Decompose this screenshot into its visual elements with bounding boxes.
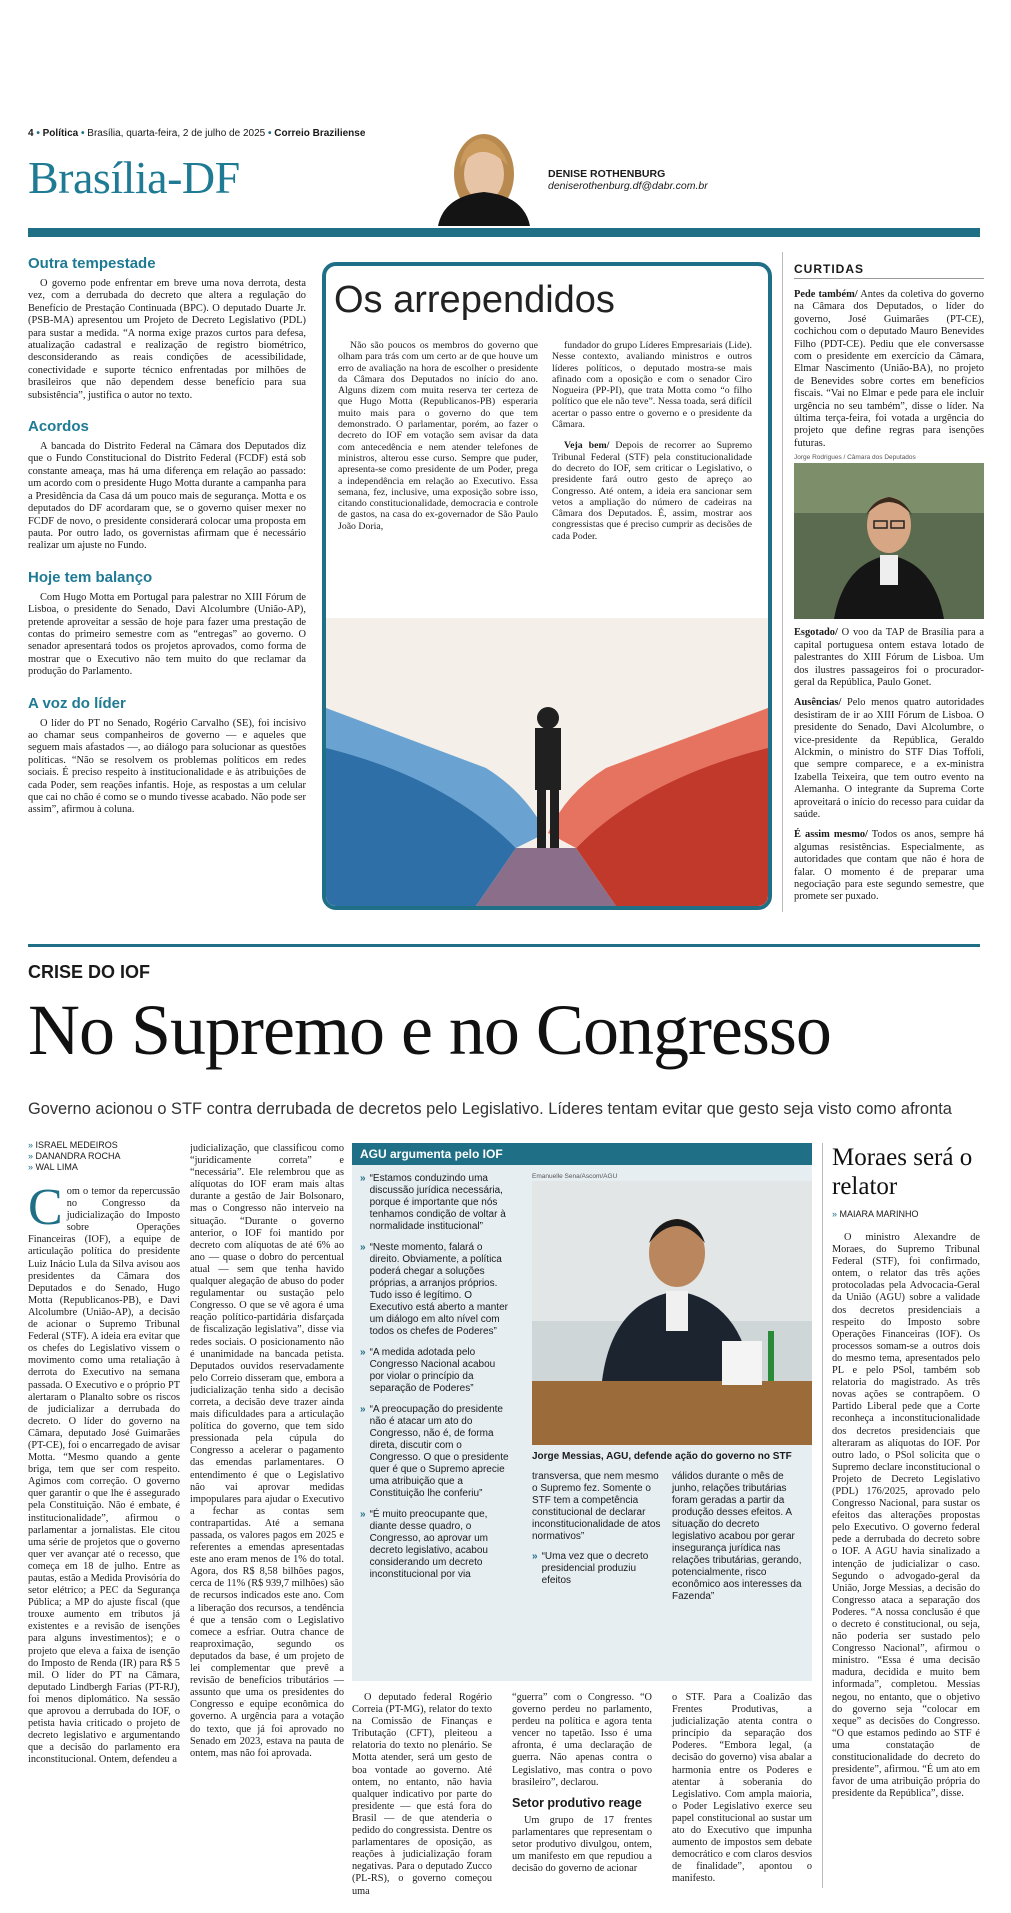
subhead-setor-produtivo: Setor produtivo reage [512,1795,642,1810]
section-title-hoje-tem-balanco: Hoje tem balanço [28,568,153,586]
section-title-acordos: Acordos [28,418,89,436]
agu-quote-2: “Neste momento, falará o direito. Obviamente, a política poderá chegar a soluções próprias, a arranjos próprios. Tudo isso é legítimo. O Executivo está aberto a manter um diálogo em alto nível com todos os chefes de Poderes” [369,1242,508,1337]
story-col4b: “guerra” com o Congresso. “O governo perdeu no parlamento, perdeu na política e agora tenta vencer no tapetão. Isso é uma afronta, é uma declaração de guerra. Não apenas contra o Legislativo, mas contra o povo brasileiro”, declarou. [512,1692,652,1788]
headline: No Supremo e no Congresso [28,990,831,1070]
drop-cap: C [28,1186,63,1236]
agu-caption: Jorge Messias, AGU, defende ação do governo no STF [532,1451,792,1462]
side-headline: Moraes será o relator [832,1144,973,1200]
byline-1: ISRAEL MEDEIROS [35,1140,118,1150]
agu-quote-4: “A preocupação do presidente não é atacar um ato do Congresso, não é, de forma direta, discutir com o Congresso. O que o presidente quer é que o Supremo aprecie uma atribuição que a Constituição lhe conferiu” [369,1404,509,1499]
curtidas-photo-credit: Jorge Rodrigues / Câmara dos Deputados [794,454,916,462]
section-title-outra-tempestade: Outra tempestade [28,255,156,272]
curtidas-text-2: O voo da TAP de Brasília para a capital portuguesa ontem estava lotado de palestrantes do XIII Fórum de Lisboa. Um dos ilustres passageiros foi o procurador-geral da República, Paulo Gonet. [794,627,984,688]
section-text-acordos: A bancada do Distrito Federal na Câmara dos Deputados diz que o Fundo Constitucional do Distrito Federal (FCDF) está sob constante ameaça, mas há uma diferença em relação ao passado: um acordo com o presidente Hugo Motta durante a campanha para a Presidência da Casa dá um pouco mais de segurança. Motta e os deputados do DF acordaram que, se o governo quiser mexer no FCDF de novo, o presidente considerará colocar uma proposta em pauta. Por outro lado, os governistas afirmam que é necessário realizar um ajuste no Fundo. [28,441,306,552]
curtidas-lead-1: Pede também/ [794,289,858,300]
illustration [326,618,768,906]
side-text: O ministro Alexandre de Moraes, do Supremo Tribunal Federal (STF), foi confirmado, ontem, o relator das três ações protocoladas pela Advocacia-Geral da União (AGU) sobre a validade dos decretos presidenciais a respeito do Imposto sobre Operações Financeiras (IOF). Os processos somam-se a outros dois do mesmo tema, apresentados pelo PL e pelo PSol, também sob relatoria do magistrado. As três novas ações se contrapõem. O Partido Liberal pede que a Corte reconheça a inconstitucionalidade dos decretos presidenciais que alteraram as alíquotas do IOF. Por outro lado, o PSol solicita que o Supremo declare inconstitucional o Projeto de Decreto Legislativo (PDL) 176/2025, aprovado pelo Congresso Nacional, para sustar os efeitos das alterações propostas pelo Executivo. O governo federal pede a derrubada do decreto sobre o IOF. A AGU havia sinalizado a intenção de judicializar o caso. Segundo o advogado-geral da União, Jorge Messias, a decisão do Congresso ataca a separação dos Poderes. “A nossa conclusão é que o decreto é constitucional, ou seja, não poderia ser sustado pelo Congresso Nacional”, afirmou o ministro. “Essa é uma decisão madura, decidida e muito bem informada”, completou. Messias negou, no entanto, que o objetivo do governo seja “colocar em xeque” as decisões do Congresso. “O que estamos pedindo ao STF é uma constatação de constitucionalidade do decreto do presidente”, afirmou. “É um ato em favor de uma atribuição própria do presidente da República”, disse. [832,1232,980,1800]
main-box-col2a: fundador do grupo Líderes Empresariais (Lide). Nesse contexto, avaliando ministros e outros líderes políticos, o deputado mostra-se mais afinado com a oposição e com o senador Ciro Nogueira (PP-PI), que trata Motta como “o filho político que ele não teve”. Nessa toada, será difícil acertar o passo entre o governo e o presidente da Câmara. [552,340,752,431]
agu-quote-3: “A medida adotada pelo Congresso Nacional acabou por violar o princípio da separação de Poderes” [369,1347,496,1394]
story-col5b: o STF. Para a Coalizão das Frentes Produtivas, a judicialização atenta contra o princípio da separação dos Poderes. “Embora legal, (a decisão do governo) visa abalar a harmonia entre os Poderes e atentar à soberania do Legislativo. Com ampla maioria, o Poder Legislativo exerce seu papel constitucional ao sustar um ato do Executivo que impunha aumento de impostos sem debate democrático e com claros desvios de finalidade”, apontou o manifesto. [672,1692,812,1885]
agu-mid-quote: “Uma vez que o decreto presidencial produziu efeitos [541,1551,649,1586]
bylines: » ISRAEL MEDEIROS » DANANDRA ROCHA » WAL LIMA [28,1140,121,1172]
kicker: CRISE DO IOF [28,962,151,982]
curtidas-lead-2: Esgotado/ [794,627,838,639]
story-col4c: Um grupo de 17 frentes parlamentares que representam o setor produtivo divulgou, ontem, um manifesto em que repudiou a decisão do governo de acionar [512,1814,652,1875]
curtidas-text-3: Pelo menos quatro autoridades desistiram de ir ao XIII Fórum de Lisboa. O presidente do Senado, Davi Alcolumbre, o vice-presidente da República, Geraldo Alckmin, o ministro do STF Dias Toffoli, que sempre comparece, e a ex-ministra Izabella Teixeira, que tem outro evento na Alemanha. O integrante da Suprema Corte aproveitará o início do recesso para cuidar da saúde. [794,697,984,820]
agu-right-text: válidos durante o mês de junho, relações tributárias foram geradas a partir da produção desses efeitos. A situação do decreto legislativo acabou por gerar insegurança jurídica nas relações tributárias, gerando, potencialmente, risco econômico aos interesses da Fazenda” [672,1471,802,1602]
left-column [28,255,306,817]
agu-quote-1: “Estamos conduzindo uma discussão jurídica necessária, porque é importante que nós tenhamos condição de voltar à normalidade institucional” [369,1173,506,1232]
agu-mid-text: transversa, que nem mesmo o Supremo fez. Somente o STF tem a competência constitucional de declarar inconstitucionalidade de atos normativos” [532,1471,661,1542]
byline-2: DANANDRA ROCHA [35,1151,121,1161]
curtidas-lead-4: É assim mesmo/ [794,829,868,841]
section-text-a-voz-do-lider: O líder do PT no Senado, Rogério Carvalho (SE), foi incisivo ao chamar seus companheiros de governo — e aqueles que seguem mais afastados —, ao diálogo para solucionar as questões políticas. “Não se resolvem os problemas políticos em redes sociais. É preciso respeito à institucionalidade e às atribuições de cada Poder, sem reações infantis. Hoje, as respostas a um celular que cai no chão é como se o mundo tivesse acabado. Não pode ser assim”, afirmou à coluna. [28,717,306,816]
agu-box: AGU argumenta pelo IOF » “Estamos conduzindo uma discussão jurídica necessária, porque é importante que nós tenhamos condição de voltar à normalidade institucional” » “Neste momento, falará o direito. Obviamente, a política poderá chegar a soluções próprias, a arranjos próprios. Tudo isso é legítimo. O Executivo está aberto a manter um diálogo em alto nível com todos os chefes de Poderes” » “A medida adotada pelo Congresso Nacional acabou por violar o princípio da separação de Poderes” » “A preocupação do presidente não é atacar um ato do Congresso, não é, de forma direta, discutir com o Congresso. O que o presidente quer é que o Supremo aprecie uma atribuição que a Constituição lhe conferiu” » “É muito preocupante que, diante desse quadro, o Congresso, ao aprovar um decreto legislativo, acabou considerando um decreto inconstitucional por via Emanuelle Sena/Ascom/AGU Jorge Messias, AGU, defende ação do governo no STF transversa, que nem mesmo o Supremo fez. Somente o STF tem a competência constitucional de declarar inconstitucionalidade de atos normativos” » “Uma vez que o decreto presidencial produziu efeitos válidos durante o mês de junho, relações tributárias foram geradas a partir da produção desses efeitos. A situação do decreto legislativo acabou por gerar insegurança jurídica nas relações tributárias, gerando, potencialmente, risco econômico aos interesses da Fazenda” [352,1143,812,1681]
newspaper-name: Correio Braziliense [274,128,366,139]
agu-photo [532,1181,812,1445]
byline-3: WAL LIMA [35,1162,78,1172]
side-byline: MAIARA MARINHO [839,1209,919,1219]
main-box [322,262,772,910]
story-col1: om o temor da repercussão no Congresso da judicialização do Imposto sobre Operações Financeiras (IOF), a equipe de articulação política do presidente Luiz Inácio Lula da Silva avisou aos presidentes da Câmara dos Deputados e do Senado, Hugo Motta (Republicanos-PB), e Davi Alcolumbre (União-AP), a decisão de acionar o Supremo Tribunal Federal (STF). A ideia era evitar que os chefes do Legislativo vissem o movimento como uma retaliação à derrota do Executivo na semana passada. O Executivo e o próprio PT alertaram o Planalto sobre os riscos de judicializar a derrubada do decreto. O líder do governo na Câmara, deputado José Guimarães (PT-CE), foi o encarregado de avisar Motta. “Mesmo quando a gente briga, tem que ser com respeito. Agimos com correção. O governo quer garantir o que lhe é assegurado pela Constituição. Não é embate, é institucionalidade”, afirmou o parlamentar a jornalistas. Ele citou uma série de projetos que o governo quer ver avançar até o recesso, que começa em 18 de julho. Entre as pautas, estão a Medida Provisória do setor elétrico; a PEC da Segurança Pública; a MP do ajuste fiscal (que trouxe aumento em tributos já existentes e a revisão de isenções para alguns investimentos); e o projeto que eleva a faixa de isenção do Imposto de Renda (IR) para R$ 5 mil. O líder do PT na Câmara, deputado Lindbergh Farias (PT-RJ), foi menos diplomático. Na sessão que aprovou a derrubada do IOF, o petista havia criticado o projeto de decreto legislativo e argumentando que a decisão do parlamento era inconstitucional. Ontem, defendeu a [28,1186,180,1766]
dateline: Brasília, quarta-feira, 2 de julho de 2025 [87,128,266,139]
agu-photo-credit: Emanuelle Sena/Ascom/AGU [532,1173,618,1180]
main-box-col1: Não são poucos os membros do governo que olham para trás com um certo ar de que houve um erro de avaliação na hora de escolher o presidente da Câmara dos Deputados no início do ano. Alguns dizem com muita reserva ter certeza de que Hugo Motta (Republicanos-PB) esperaria muito mais para o governo do que tem demonstrado. O parlamentar, porém, ao fazer o decreto do IOF em votação sem avisar da data com antecedência e nem atender telefones de ministros, alterou esse curso. Sempre que puder, apresenta-se como presidente de um Poder, prega a independência em relação ao Executivo. Essa semana, fez, inclusive, uma exposição sobre isso, citando constitucionalidade, democracia e controle de gastos, na casa do ex-governador de São Paulo João Doria, [338,340,538,532]
curtidas-title: CURTIDAS [794,262,984,279]
main-box-title: Os arrependidos [334,279,615,321]
story-col2: judicialização, que classificou como “juridicamente correta” e “necessária”. Ele relembrou que as alíquotas do IOF eram mais altas durante a gestão de Jair Bolsonaro, mas o Congresso não interveio na situação. “Durante o governo anterior, o IOF foi mantido por decreto com alíquotas de até 6% ao ano — quase o dobro do percentual atual — sem que tenha havido qualquer alegação de abuso do poder regulamentar ou sustação pelo Congresso. O que se vê agora é uma reação político-partidária disfarçada de fiscalização legislativa”, disse via redes sociais. O posicionamento não é unanimidade na bancada petista. Deputados ouvidos reservadamente pelo Correio disseram que, embora a judicialização tenha sido a decisão correta, a decisão deve trazer ainda mais dificuldades para a articulação política do governo, que tem sido pressionada pela cúpula do Congresso a acelerar o pagamento das emendas parlamentares. O entendimento é que o Legislativo não vai aprovar medidas impopulares para ajudar o Executivo a fechar as contas sem contrapartidas. Até a semana passada, os valores pagos em 2025 e referentes a emendas apresentadas este ano eram menos de 1% do total. Agora, dos R$ 8,58 bilhões pagos, cerca de 11% (R$ 939,7 milhões) são de recursos indicados este ano. Com a liberação dos recursos, a tendência é que a tensão com o Legislativo comece a esfriar. Outra chance de reaproximação, segundo os deputados da base, é um projeto de lei complementar que prevê a revisão de benefícios tributários — assunto que uma os presidentes do Congresso e equipe econômica do governo. A urgência para a votação do texto, que já foi aprovado no Senado em 2023, estava na pauta de ontem, mas não foi aprovada. [190,1143,344,1759]
section-name: Política [42,128,79,139]
curtidas-column [794,262,984,904]
curtidas-photo [794,463,984,619]
columnist-name: DENISE ROTHENBURG [548,168,666,180]
main-box-col2b: Depois de recorrer ao Supremo Tribunal Federal (STF) pela constitucionalidade do decreto do IOF, sem criticar o Legislativo, o presidente fará outro gesto de apreço ao Congresso. Até ontem, a ideia era sancionar sem vetos a ampliação do número de cadeiras na Câmara dos Deputados. É, assim, mostrar aos congressistas que é preciso cumprir as decisões de cada Poder. [552,440,752,542]
page-header: 4 • Política • Brasília, quarta-feira, 2 de julho de 2025 • Correio Braziliense [28,128,366,139]
curtidas-lead-3: Ausências/ [794,697,842,709]
story-rule [28,944,980,947]
curtidas-text-1: Antes da coletiva do governo na Câmara dos Deputados, o líder do governo, José Guimarães (PT-CE), cochichou com o deputado Mauro Benevides Filho (PDT-CE). Pediu que ele conversasse com o presidente em exercício da Câmara, Elmar Nascimento (União-BA), no projeto de Benevides sobre cortes em benefícios fiscais. “Vai no Elmar e pede para ele incluir urgência no seu também”, disse o líder. Na última terça-feira, foi votada a urgência do projeto que define regras para isenções futuras. [794,289,984,449]
section-text-hoje-tem-balanco: Com Hugo Motta em Portugal para palestrar no XIII Fórum de Lisboa, o presidente do Senado, Davi Alcolumbre (União-AP), pretende aproveitar a sessão de hoje para fazer uma prestação de contas do primeiro semestre com as “entregas” ao governo. O senador apresentará todos os projetos aprovados, como forma de mostrar que o Executivo não tem muito do que reclamar da produção do Parlamento. [28,591,306,678]
section-text-outra-tempestade: O governo pode enfrentar em breve uma nova derrota, desta vez, com a derrubada do decreto que altera a regulação do Benefício de Prestação Continuada (BPC). O deputado Duarte Jr. (PSB-MA) apresentou um Projeto de Decreto Legislativo (PDL) para sustar a medida. “A norma exige prazos curtos para defesa, atualização cadastral e realização de registro biométrico, desconsiderando as reais condições de acessibilidade, conectividade e suporte técnico enfrentadas por milhões de brasileiros que não dependem desse benefício para sua subsistência”, justifica o autor no texto. [28,278,306,401]
story-col3b: O deputado federal Rogério Correia (PT-MG), relator do texto na Comissão de Finanças e Tributação (CFT), pleiteou a relatoria do texto no plenário. Se Motta atender, será um gesto de boa vontade ao governo. Até ontem, no entanto, não havia qualquer indicativo por parte do presidente — que está fora do Brasil — de que atenderia o pedido do congressista. Dentre os parlamentares de oposição, as reações à judicialização foram negativas. Para o deputado Zucco (PL-RS), o governo começou uma [352,1692,492,1897]
columnist-photo [424,122,542,226]
column-title: Brasília-DF [28,152,240,203]
deck: Governo acionou o STF contra derrubada de decretos pelo Legislativo. Líderes tentam evitar que gesto seja visto como afronta [28,1100,952,1118]
header-rule [28,228,980,237]
page-number: 4 [28,128,34,139]
agu-box-title: AGU argumenta pelo IOF [352,1143,812,1165]
section-title-a-voz-do-lider: A voz do líder [28,694,126,712]
columnist-email: deniserothenburg.df@dabr.com.br [548,180,708,192]
curtidas-text-4: Todos os anos, sempre há algumas resistências. Especialmente, as autoridades que contam que não é hora de falar. O momento é de preparar uma negociação para este segundo semestre, que promete ser puxado. [794,829,985,903]
agu-quote-5: “É muito preocupante que, diante desse quadro, o Congresso, ao aprovar um decreto legislativo, acabou considerando um decreto inconstitucional por via [369,1509,488,1580]
side-story: Moraes será o relator » MAIARA MARINHO O ministro Alexandre de Moraes, do Supremo Tribunal Federal (STF), foi confirmado, ontem, o relator das três ações protocoladas pela Advocacia-Geral da União (AGU) sobre a validade dos decretos presidenciais a respeito do Imposto sobre Operações Financeiras (IOF). Os processos somam-se a outros dois do mesmo tema, apresentados pelo PL e pelo PSol, também sob relatoria do magistrado. As três novas ações se contrapõem. O Partido Liberal pede que a Corte reconheça a inconstitucionalidade dos decretos presidenciais que alteraram as alíquotas do IOF. Por outro lado, o PSol solicita que o Supremo declare inconstitucional o Projeto de Decreto Legislativo (PDL) 176/2025, aprovado pelo Congresso Nacional, para sustar os efeitos das alterações propostas pelo Executivo. O governo federal pede a derrubada do decreto sobre o IOF. A AGU havia sinalizado a intenção de judicializar o caso. Segundo o advogado-geral da União, Jorge Messias, a decisão do Congresso ataca a separação dos Poderes. “A nossa conclusão é que o decreto é constitucional, ou seja, não poderia ser sustado pelo Congresso Nacional”, afirmou o ministro. “Essa é uma decisão madura, decidida e muito bem informada”, completou. Messias negou, no entanto, que o objetivo do governo seja “colocar em xeque” as decisões do Congresso. “O que estamos pedindo ao STF é uma constatação de constitucionalidade do decreto do presidente”, afirmou. “É um ato em favor de uma atribuição própria do presidente da República”, disse. [832,1144,980,1800]
main-box-lead: Veja bem/ [564,440,610,452]
